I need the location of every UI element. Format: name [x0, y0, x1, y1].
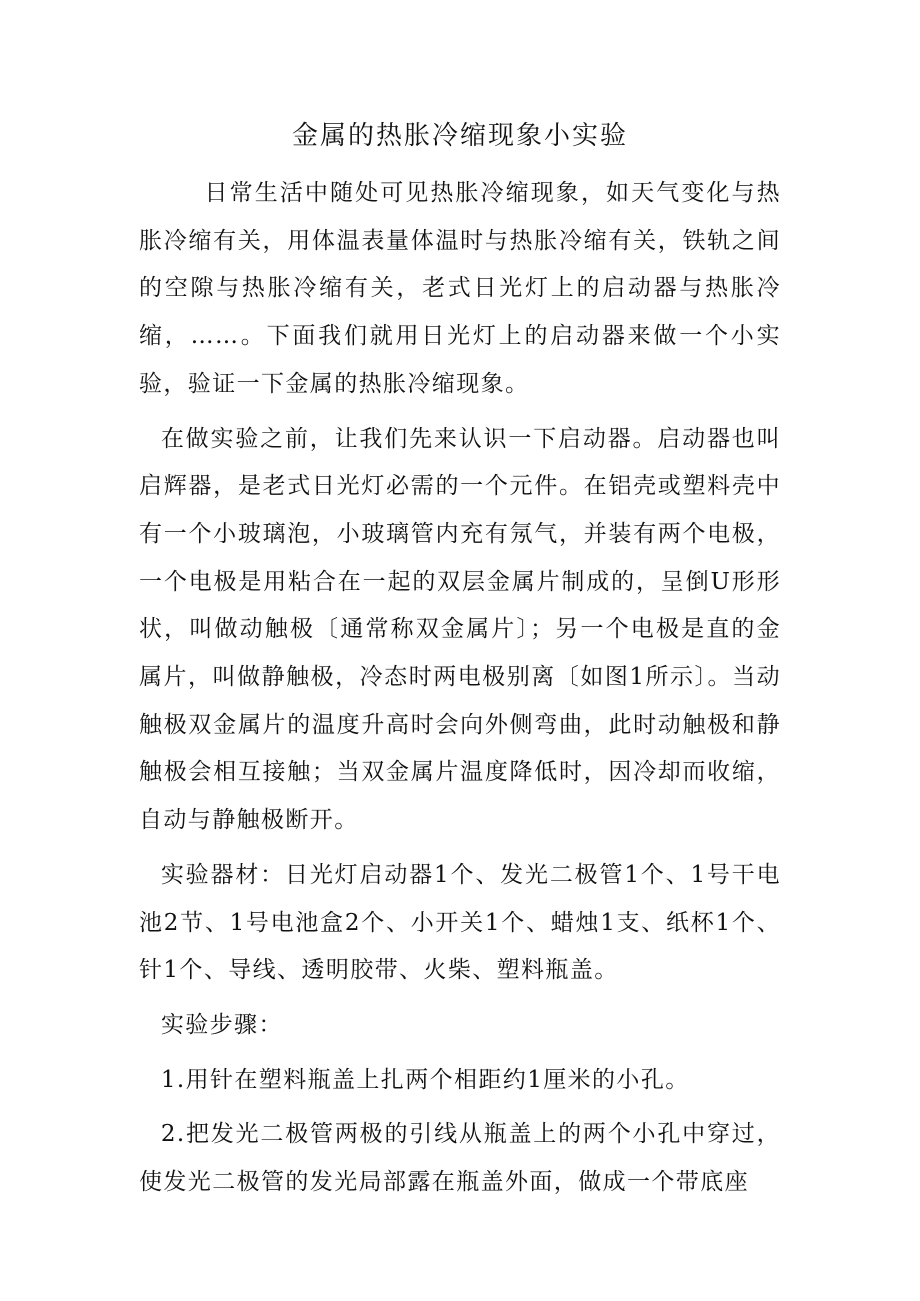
document-body — [139, 170, 781, 1214]
paragraph-step-2: 2.把发光二极管两极的引线从瓶盖上的两个小孔中穿过，使发光二极管的发光局部露在瓶盖外面，做成一个带底座 — [139, 1121, 781, 1196]
document-title: 金属的热胀冷缩现象小实验 — [291, 121, 628, 151]
paragraph-materials: 实验器材：日光灯启动器1个、发光二极管1个、1号干电池2节、1号电池盒2个、小开关1个、蜡烛1支、纸杯1个、针1个、导线、透明胶带、火柴、塑料瓶盖。 — [139, 861, 781, 984]
paragraph-steps-heading: 实验步骤： — [160, 1011, 283, 1038]
paragraph-intro: 日常生活中随处可见热胀冷缩现象，如天气变化与热胀冷缩有关，用体温表量体温时与热胀冷缩有关，铁轨之间的空隙与热胀冷缩有关，老式日光灯上的启动器与热胀冷缩，……。下面我们就用日光灯上的启动器来做一个小实验，验证一下金属的热胀冷缩现象。 — [139, 180, 781, 397]
paragraph-step-1: 1.用针在塑料瓶盖上扎两个相距约1厘米的小孔。 — [160, 1066, 690, 1093]
paragraph-starter-description: 在做实验之前，让我们先来认识一下启动器。启动器也叫启辉器，是老式日光灯必需的一个元件。在铝壳或塑料壳中有一个小玻璃泡，小玻璃管内充有氖气，并装有两个电极，一个电极是用粘合在一起的双层金属片制成的，呈倒U形形状，叫做动触极〔通常称双金属片〕；另一个电极是直的金属片，叫做静触极，冷态时两电极别离〔如图1所示〕。当动触极双金属片的温度升高时会向外侧弯曲，此时动触极和静触极会相互接触；当双金属片温度降低时，因冷却而收缩，自动与静触极断开。 — [139, 425, 781, 834]
